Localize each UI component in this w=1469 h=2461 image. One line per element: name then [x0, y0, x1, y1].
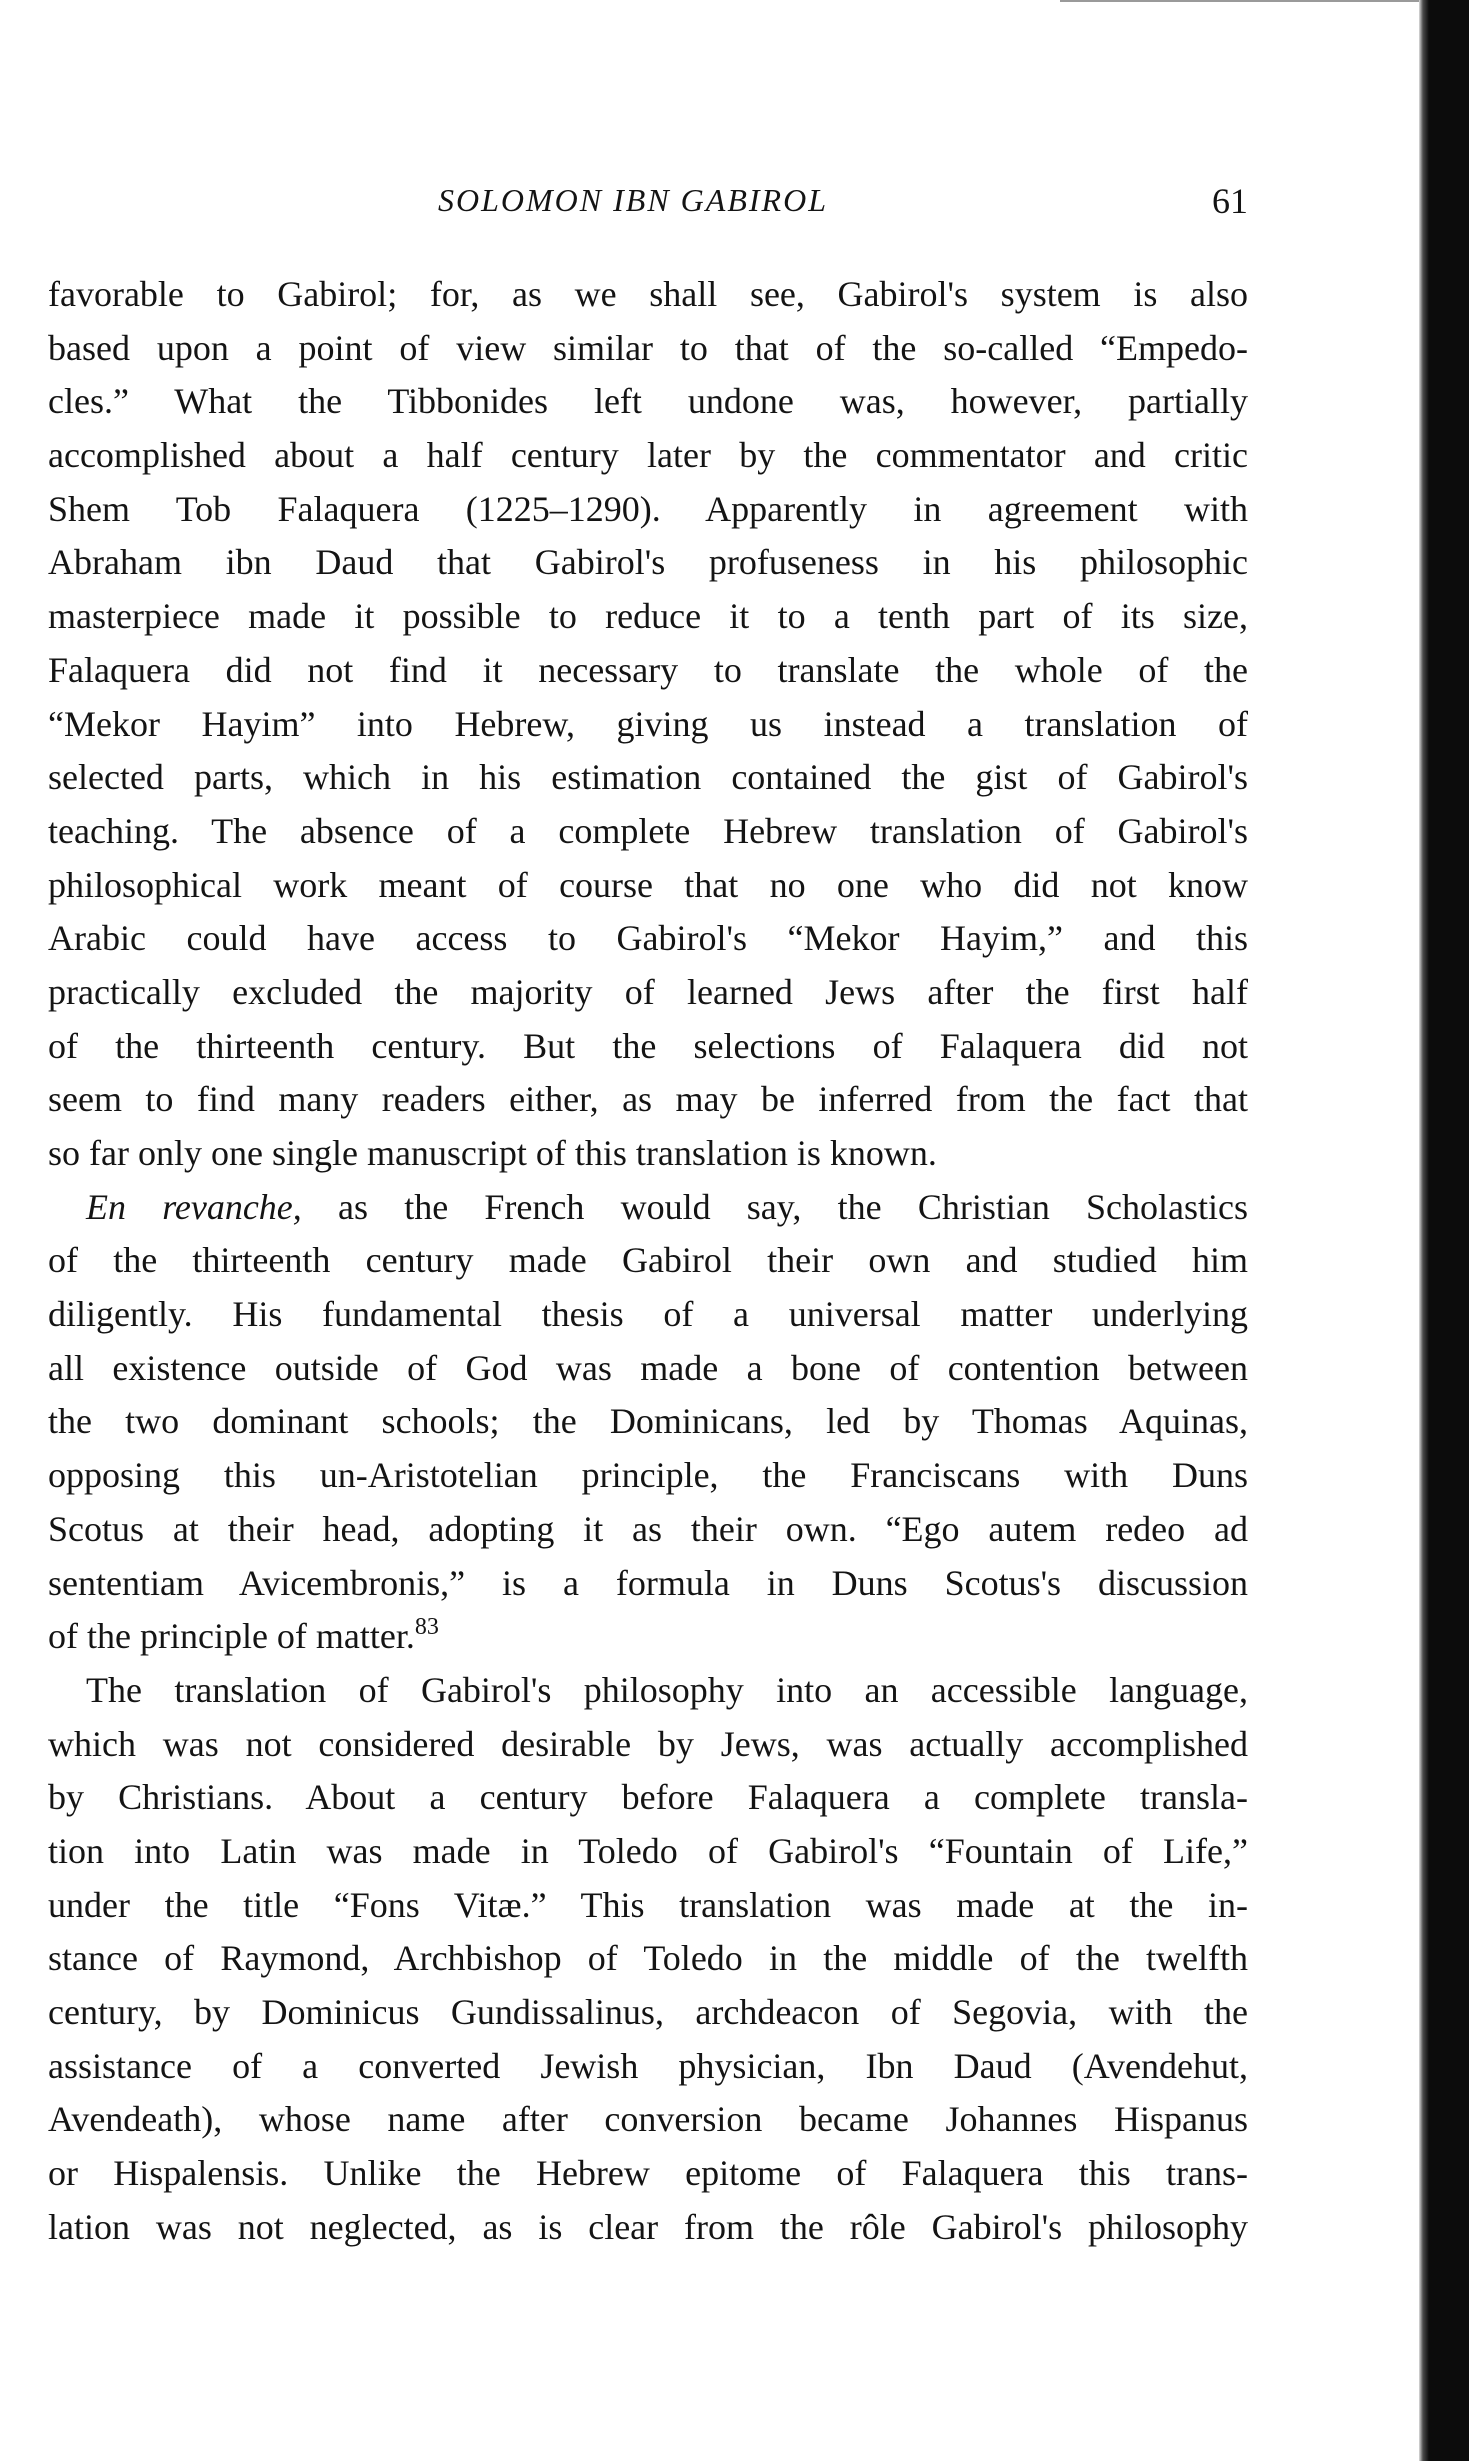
- text-line: cles.” What the Tibbonides left undone was, however, partially: [48, 381, 1248, 422]
- text-line: stance of Raymond, Archbishop of Toledo in the middle of the twelfth: [48, 1938, 1248, 1979]
- footnote-reference[interactable]: 83: [414, 1614, 439, 1641]
- text-line: Arabic could have access to Gabirol's “Mekor Hayim,” and this: [48, 918, 1248, 959]
- text-line: favorable to Gabirol; for, as we shall see, Gabirol's system is also: [48, 274, 1248, 314]
- text-line: opposing this un-Aristotelian principle, the Franciscans with Duns: [48, 1455, 1248, 1496]
- text-line: under the title “Fons Vitæ.” This translation was made at the in-: [48, 1884, 1248, 1925]
- text-line: Avendeath), whose name after conversion became Johannes Hispanus: [48, 2099, 1248, 2140]
- text-line: teaching. The absence of a complete Hebrew translation of Gabirol's: [48, 810, 1248, 851]
- page-edge-shadow: [1419, 0, 1469, 2461]
- text-line: philosophical work meant of course that no one who did not know: [48, 864, 1248, 905]
- text-line: so far only one single manuscript of this translation is known.: [48, 1133, 937, 1173]
- body-text: [48, 268, 1248, 2254]
- page-header: [48, 182, 1248, 228]
- text-line: tion into Latin was made in Toledo of Gabirol's “Fountain of Life,”: [48, 1830, 1248, 1871]
- text-line: seem to find many readers either, as may be inferred from the fact that: [48, 1079, 1248, 1120]
- text-line: sententiam Avicembronis,” is a formula in Duns Scotus's discussion: [48, 1562, 1248, 1603]
- text-run: of the principle of matter.: [48, 1616, 415, 1657]
- running-title: SOLOMON IBN GABIROL: [438, 182, 828, 218]
- text-line: masterpiece made it possible to reduce it to a tenth part of its size,: [48, 596, 1248, 637]
- text-line: diligently. His fundamental thesis of a universal matter underlying: [48, 1294, 1248, 1335]
- italic-phrase: En revanche,: [86, 1186, 302, 1227]
- text-line: which was not considered desirable by Jews, was actually accomplished: [48, 1723, 1248, 1764]
- text-line: by Christians. About a century before Falaquera a complete transla-: [48, 1777, 1248, 1818]
- text-line: all existence outside of God was made a bone of contention between: [48, 1347, 1248, 1388]
- text-line: based upon a point of view similar to that of the so-called “Empedo-: [48, 327, 1248, 368]
- text-line: “Mekor Hayim” into Hebrew, giving us instead a translation of: [48, 703, 1248, 744]
- text-run: as the French would say, the Christian Scholastics: [301, 1186, 1249, 1227]
- paragraph-3: [48, 1664, 1248, 2255]
- text-line: lation was not neglected, as is clear from the rôle Gabirol's philosophy: [48, 2206, 1248, 2247]
- text-line: selected parts, which in his estimation contained the gist of Gabirol's: [48, 757, 1248, 798]
- text-line: the two dominant schools; the Dominicans, led by Thomas Aquinas,: [48, 1401, 1248, 1442]
- text-line: of the thirteenth century made Gabirol their own and studied him: [48, 1240, 1248, 1281]
- paragraph-1: [48, 268, 1248, 1181]
- text-line: practically excluded the majority of learned Jews after the first half: [48, 971, 1248, 1012]
- text-line: century, by Dominicus Gundissalinus, archdeacon of Segovia, with the: [48, 1992, 1248, 2032]
- text-line: or Hispalensis. Unlike the Hebrew epitome of Falaquera this trans-: [48, 2153, 1248, 2194]
- scan-top-rule: [1060, 0, 1420, 2]
- text-line-first: [48, 1181, 1248, 1235]
- text-line: accomplished about a half century later by the commentator and critic: [48, 435, 1248, 476]
- text-line: Abraham ibn Daud that Gabirol's profuseness in his philosophic: [48, 542, 1248, 583]
- text-line: Scotus at their head, adopting it as their own. “Ego autem redeo ad: [48, 1508, 1248, 1549]
- text-line: The translation of Gabirol's philosophy into an accessible language,: [86, 1669, 1248, 1710]
- text-line: Falaquera did not find it necessary to translate the whole of the: [48, 649, 1248, 690]
- paragraph-2: [48, 1181, 1248, 1664]
- text-line: Shem Tob Falaquera (1225–1290). Apparently in agreement with: [48, 488, 1248, 529]
- text-line-last: [48, 1610, 1248, 1664]
- text-line: assistance of a converted Jewish physician, Ibn Daud (Avendehut,: [48, 2045, 1248, 2086]
- page-number: 61: [1212, 181, 1248, 221]
- text-line: of the thirteenth century. But the selections of Falaquera did not: [48, 1025, 1248, 1066]
